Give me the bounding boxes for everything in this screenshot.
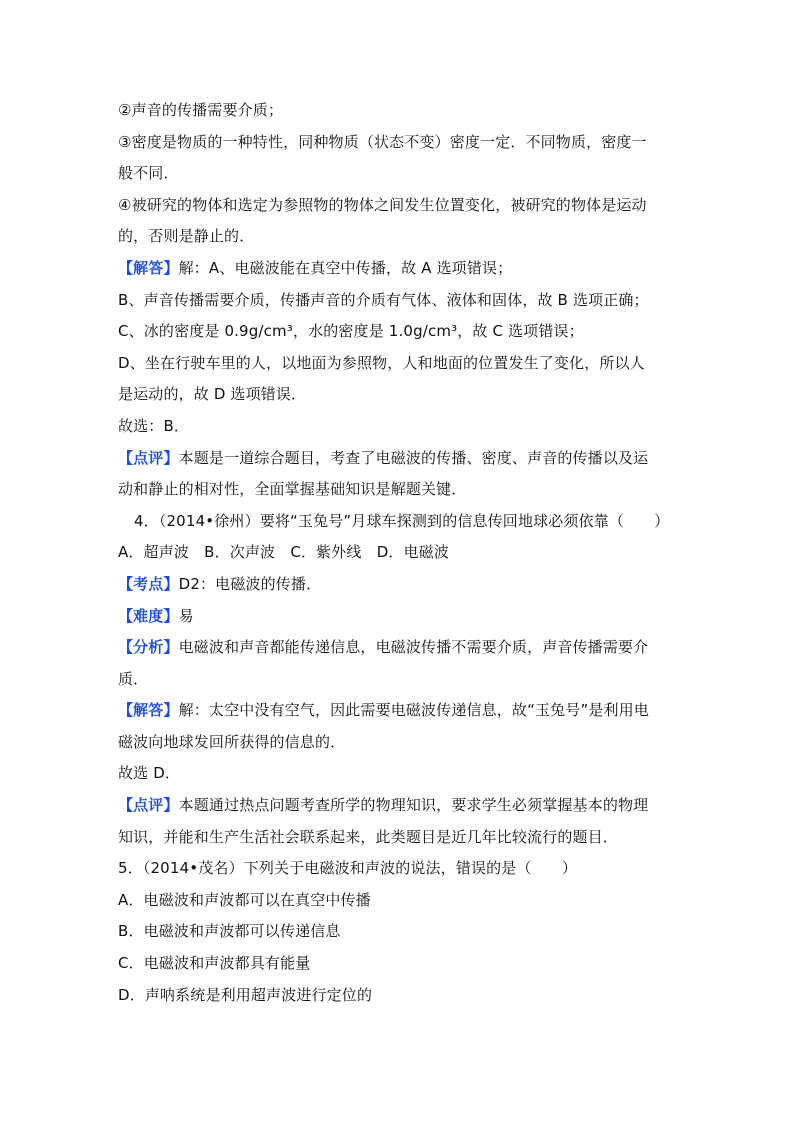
text-line bbox=[118, 348, 678, 380]
text-line bbox=[118, 790, 678, 822]
tag-close-bracket: 】 bbox=[163, 638, 179, 657]
tag-label: 解答 bbox=[133, 701, 164, 720]
tag-label: 分析 bbox=[133, 638, 164, 657]
line-text: D、坐在行驶车里的人，以地面为参照物，人和地面的位置发生了变化，所以人 bbox=[118, 353, 645, 372]
line-text: ④被研究的物体和选定为参照物的物体之间发生位置变化，被研究的物体是运动 bbox=[118, 195, 647, 214]
line-text: A．电磁波和声波都可以在真空中传播 bbox=[118, 890, 371, 909]
tag-open-bracket: 【 bbox=[118, 701, 134, 720]
line-text: 易 bbox=[178, 606, 194, 625]
line-text: B．电磁波和声波都可以传递信息 bbox=[118, 922, 341, 941]
line-text: 质． bbox=[118, 669, 149, 688]
line-text: 般不同． bbox=[118, 164, 179, 183]
text-line bbox=[118, 411, 678, 443]
text-line bbox=[118, 379, 678, 411]
text-line bbox=[118, 506, 678, 538]
text-line bbox=[118, 537, 678, 569]
line-text: D2：电磁波的传播． bbox=[178, 574, 322, 593]
line-text: 磁波向地球发回所获得的信息的． bbox=[118, 732, 346, 751]
text-line bbox=[118, 95, 678, 127]
line-text: 故选 D． bbox=[118, 764, 181, 783]
tag-open-bracket: 【 bbox=[118, 448, 134, 467]
text-line bbox=[118, 758, 678, 790]
text-line bbox=[118, 695, 678, 727]
line-text: 本题是一道综合题目，考查了电磁波的传播、密度、声音的传播以及运 bbox=[178, 448, 649, 467]
line-text: 知识，并能和生产生活社会联系起来，此类题目是近几年比较流行的题目． bbox=[118, 827, 618, 846]
text-line bbox=[118, 443, 678, 475]
tag-open-bracket: 【 bbox=[118, 796, 134, 815]
text-line bbox=[118, 190, 678, 222]
section-tag bbox=[118, 259, 179, 277]
text-line bbox=[118, 885, 678, 917]
tag-label: 考点 bbox=[133, 574, 164, 593]
line-text: 动和静止的相对性，全面掌握基础知识是解题关键． bbox=[118, 480, 467, 499]
tag-open-bracket: 【 bbox=[118, 574, 134, 593]
tag-open-bracket: 【 bbox=[118, 258, 134, 277]
text-line bbox=[118, 916, 678, 948]
line-text: C．电磁波和声波都具有能量 bbox=[118, 954, 311, 973]
text-line bbox=[118, 948, 678, 980]
section-tag bbox=[118, 607, 179, 625]
text-line bbox=[118, 664, 678, 696]
line-text: A．超声波 B．次声波 C．紫外线 D．电磁波 bbox=[118, 543, 450, 562]
text-line bbox=[118, 253, 678, 285]
text-line bbox=[118, 980, 678, 1012]
tag-close-bracket: 】 bbox=[163, 701, 179, 720]
tag-close-bracket: 】 bbox=[163, 258, 179, 277]
line-text: 电磁波和声音都能传递信息，电磁波传播不需要介质，声音传播需要介 bbox=[178, 638, 649, 657]
section-tag bbox=[118, 449, 179, 467]
tag-close-bracket: 】 bbox=[163, 448, 179, 467]
tag-label: 点评 bbox=[133, 796, 164, 815]
line-text: 5．（2014•茂名）下列关于电磁波和声波的说法，错误的是（ ） bbox=[118, 859, 578, 878]
section-tag bbox=[118, 701, 179, 719]
section-tag bbox=[118, 638, 179, 656]
line-text: C、冰的密度是 0.9g/cm³，水的密度是 1.0g/cm³，故 C 选项错误； bbox=[118, 322, 584, 341]
text-line bbox=[118, 727, 678, 759]
tag-label: 难度 bbox=[133, 606, 164, 625]
line-text: 解：太空中没有空气，因此需要电磁波传递信息，故“玉兔号”是利用电 bbox=[178, 701, 649, 720]
line-text: 解：A、电磁波能在真空中传播，故 A 选项错误； bbox=[178, 258, 513, 277]
text-line bbox=[118, 822, 678, 854]
text-line bbox=[118, 601, 678, 633]
text-line bbox=[118, 853, 678, 885]
tag-close-bracket: 】 bbox=[163, 574, 179, 593]
line-text: 是运动的，故 D 选项错误． bbox=[118, 385, 307, 404]
text-line bbox=[118, 569, 678, 601]
line-text: B、声音传播需要介质，传播声音的介质有气体、液体和固体，故 B 选项正确； bbox=[118, 290, 649, 309]
text-line bbox=[118, 632, 678, 664]
tag-close-bracket: 】 bbox=[163, 606, 179, 625]
tag-label: 解答 bbox=[133, 258, 164, 277]
text-line bbox=[118, 474, 678, 506]
document-page bbox=[118, 95, 678, 1011]
line-text: 本题通过热点问题考查所学的物理知识，要求学生必须掌握基本的物理 bbox=[178, 796, 649, 815]
tag-open-bracket: 【 bbox=[118, 606, 134, 625]
line-text: ③密度是物质的一种特性，同种物质（状态不变）密度一定．不同物质，密度一 bbox=[118, 132, 647, 151]
line-text: 的，否则是静止的． bbox=[118, 227, 255, 246]
section-tag bbox=[118, 575, 179, 593]
text-line bbox=[118, 158, 678, 190]
tag-label: 点评 bbox=[133, 448, 164, 467]
line-text: D．声呐系统是利用超声波进行定位的 bbox=[118, 985, 373, 1004]
section-tag bbox=[118, 796, 179, 814]
line-text: 故选：B． bbox=[118, 416, 190, 435]
text-line bbox=[118, 285, 678, 317]
line-text: 4．（2014•徐州）要将“玉兔号”月球车探测到的信息传回地球必须依靠（ ） bbox=[134, 511, 670, 530]
line-text: ②声音的传播需要介质； bbox=[118, 101, 284, 119]
tag-close-bracket: 】 bbox=[163, 796, 179, 815]
text-line bbox=[118, 221, 678, 253]
text-line bbox=[118, 316, 678, 348]
text-line bbox=[118, 127, 678, 159]
tag-open-bracket: 【 bbox=[118, 638, 134, 657]
